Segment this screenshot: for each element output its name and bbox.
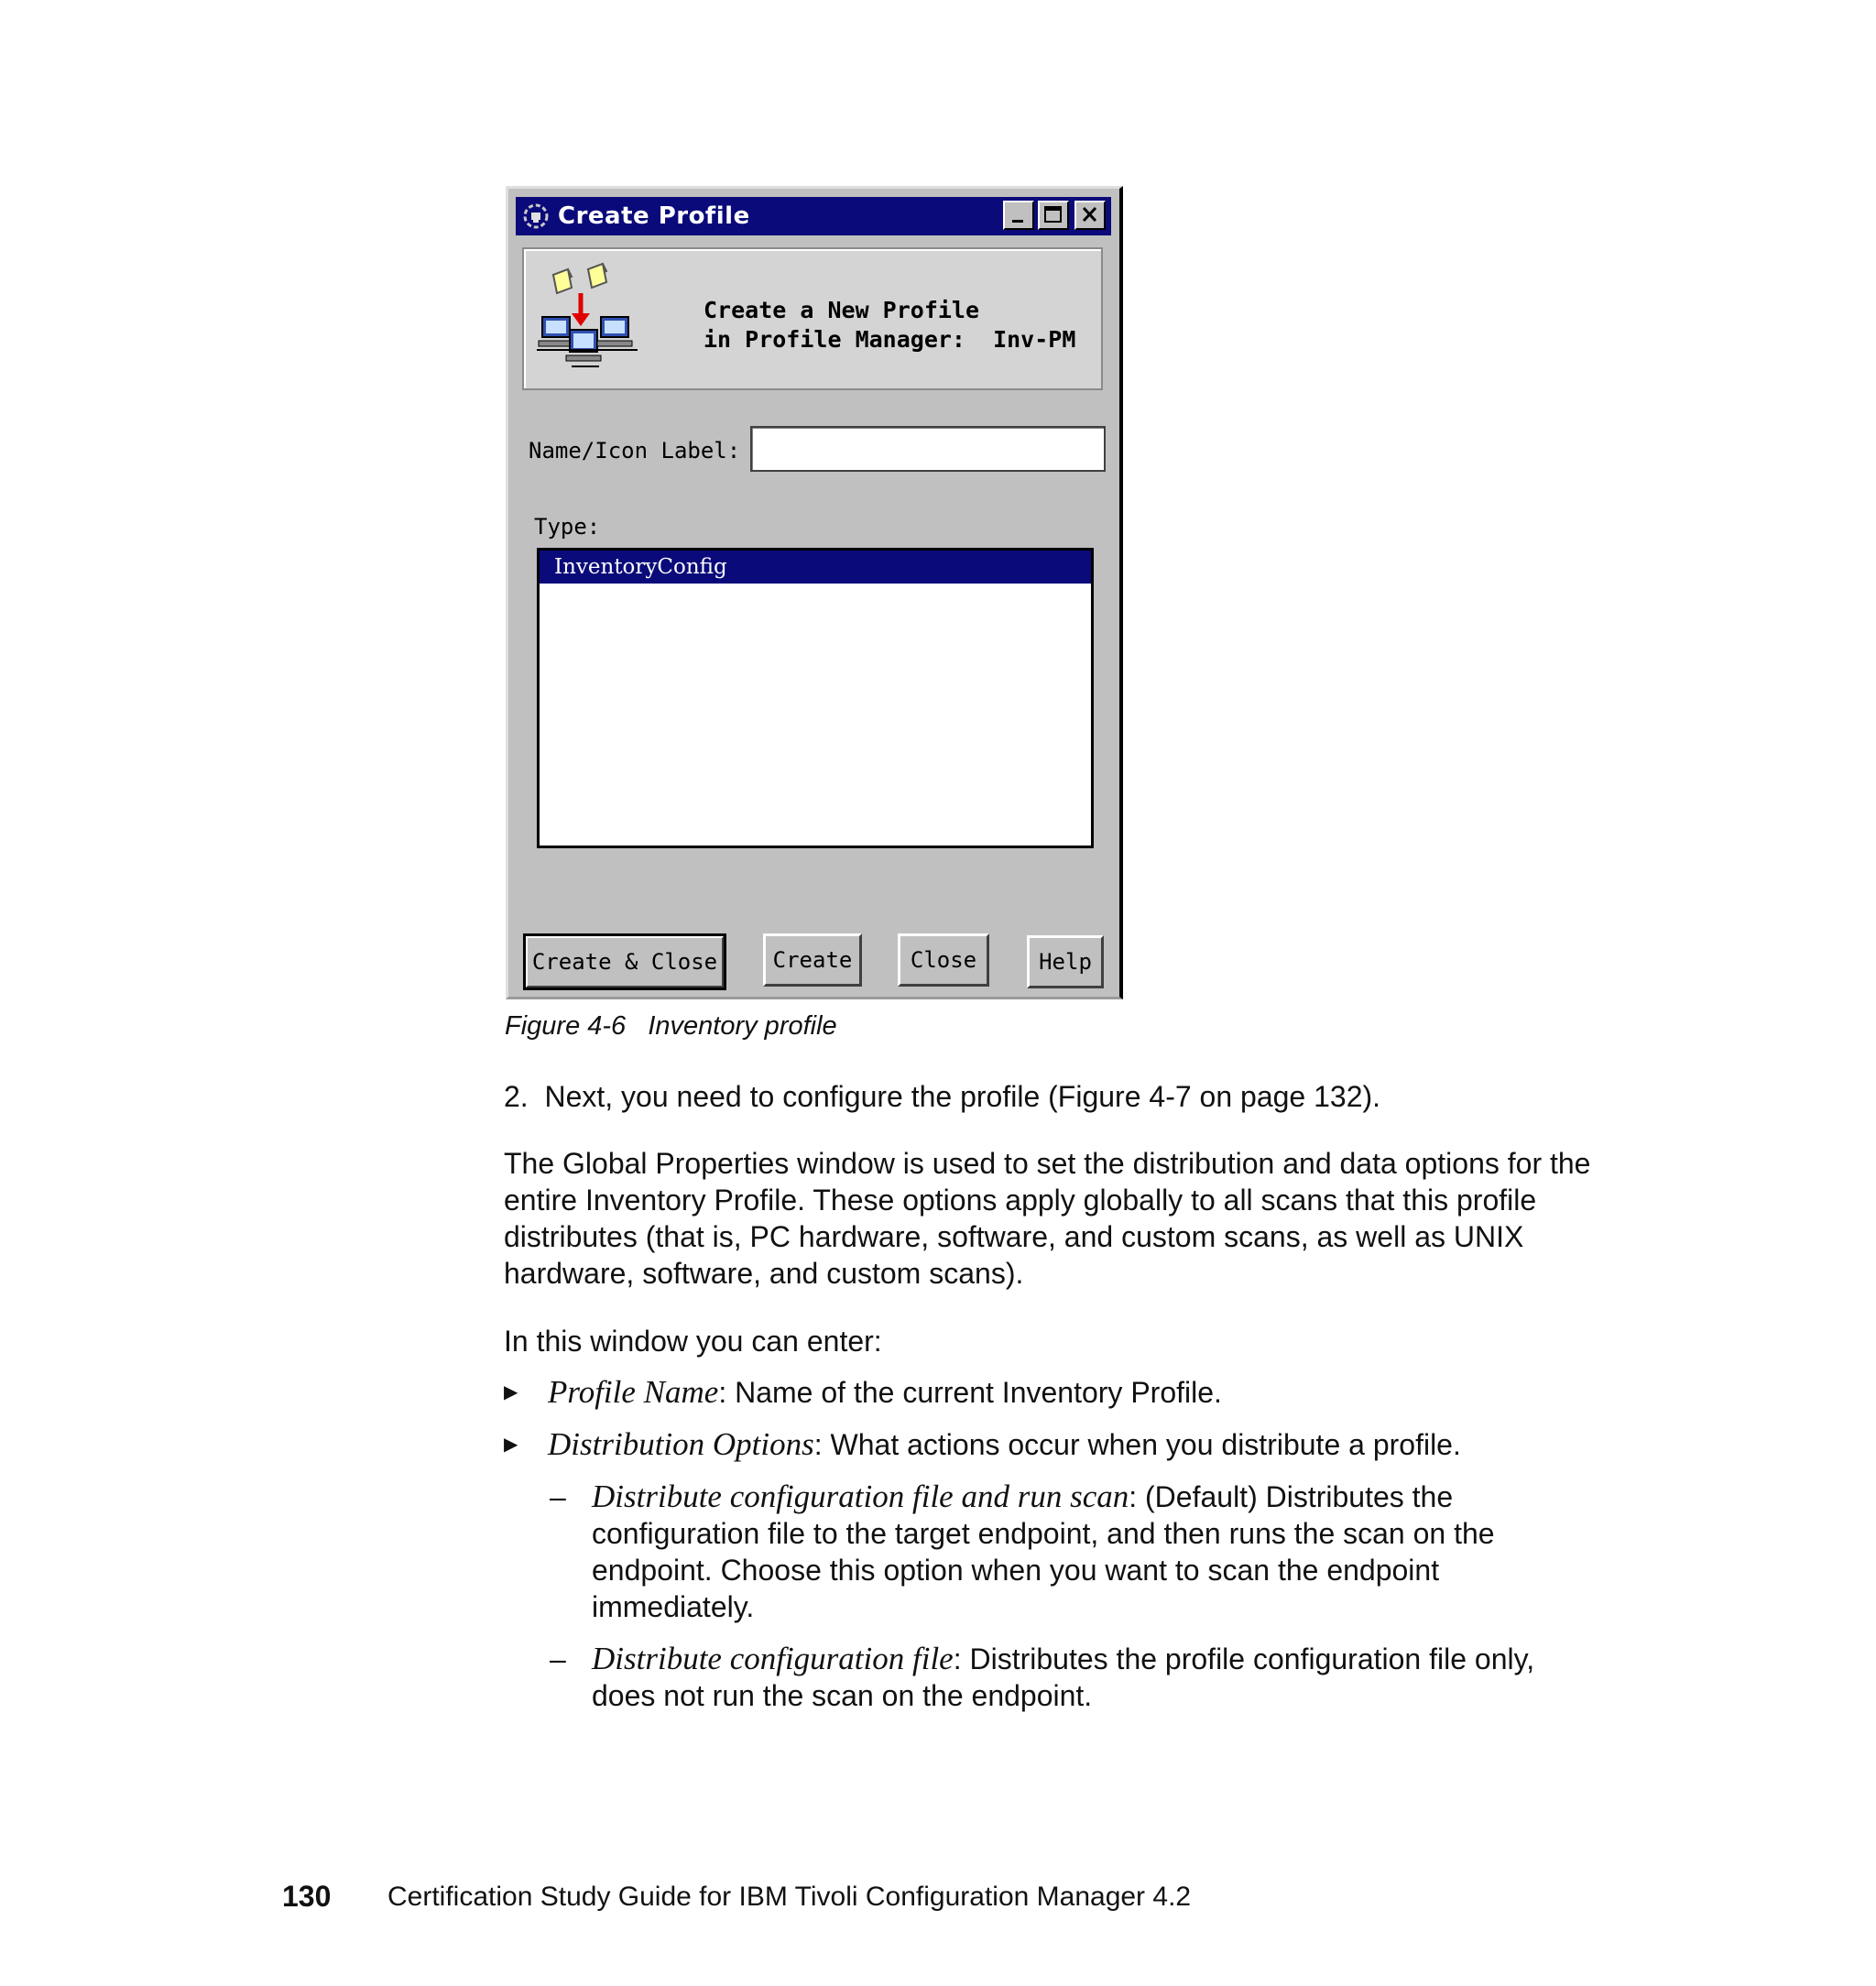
- help-button[interactable]: Help: [1027, 935, 1104, 988]
- sub-list-item-text: [592, 1479, 1554, 1625]
- sub-list-item-description: : (Default) Distributes the configuration file to the target endpoint, and then runs the scan on the endpoint. Choose this option when you want to scan the endpoint immediately.: [592, 1480, 1495, 1623]
- profile-manager-icon: [535, 260, 645, 377]
- maximize-button[interactable]: [1038, 201, 1069, 230]
- bullet-marker-icon: ▶: [504, 1435, 518, 1455]
- list-item-description: : What actions occur when you distribute a profile.: [813, 1428, 1461, 1461]
- create-profile-window: [506, 186, 1123, 999]
- type-listbox[interactable]: [537, 548, 1094, 848]
- page-number: 130: [282, 1880, 332, 1913]
- dash-marker: –: [550, 1480, 566, 1513]
- minimize-button[interactable]: [1003, 201, 1034, 230]
- dialog-header-panel: [522, 247, 1103, 390]
- close-icon: [1076, 202, 1104, 228]
- paragraph-global-properties: The Global Properties window is used to set the distribution and data options for the entire Inventory Profile. These options apply globally to all scans that this profile distributes (that is, PC hardware, software, and custom scans, as well as UNIX hardware, software, and custom scans).: [504, 1147, 1591, 1290]
- figure-caption: Figure 4-6 Inventory profile: [505, 1011, 837, 1041]
- sub-list-item-term: Distribute configuration file: [592, 1641, 954, 1676]
- tivoli-app-icon: [521, 202, 551, 231]
- dash-marker: –: [550, 1642, 566, 1675]
- create-and-close-button[interactable]: Create & Close: [525, 935, 725, 988]
- minimize-icon: [1005, 202, 1032, 228]
- book-title: Certification Study Guide for IBM Tivoli Configuration Manager 4.2: [387, 1882, 1192, 1912]
- sub-list-item-term: Distribute configuration file and run scan: [592, 1479, 1129, 1514]
- list-item-term: Profile Name: [548, 1374, 719, 1410]
- list-item-description: : Name of the current Inventory Profile.: [718, 1376, 1222, 1409]
- sub-list-item-text: [592, 1641, 1554, 1714]
- close-button[interactable]: Close: [898, 933, 989, 987]
- close-window-button[interactable]: [1074, 201, 1106, 230]
- type-label: Type:: [534, 514, 601, 540]
- paragraph-intro-list: In this window you can enter:: [504, 1325, 882, 1358]
- title-bar[interactable]: [516, 197, 1111, 235]
- name-icon-input[interactable]: [750, 426, 1106, 472]
- bullet-marker-icon: ▶: [504, 1382, 518, 1402]
- maximize-icon: [1040, 202, 1067, 228]
- list-item-text: [548, 1374, 1629, 1411]
- type-list-item[interactable]: InventoryConfig: [540, 551, 1091, 584]
- header-title: Create a New Profile: [704, 297, 980, 323]
- create-button[interactable]: Create: [763, 933, 862, 987]
- list-item-text: [548, 1426, 1629, 1463]
- step-2-text: 2. Next, you need to configure the profile (Figure 4-7 on page 132).: [504, 1080, 1381, 1113]
- list-item-term: Distribution Options: [548, 1426, 814, 1462]
- sub-list-item-description: : Distributes the profile configuration file only, does not run the scan on the endpoint.: [592, 1642, 1535, 1712]
- window-title: Create Profile: [558, 202, 750, 230]
- header-subtitle: in Profile Manager: Inv-PM: [704, 326, 1076, 353]
- name-icon-label: Name/Icon Label:: [529, 438, 741, 464]
